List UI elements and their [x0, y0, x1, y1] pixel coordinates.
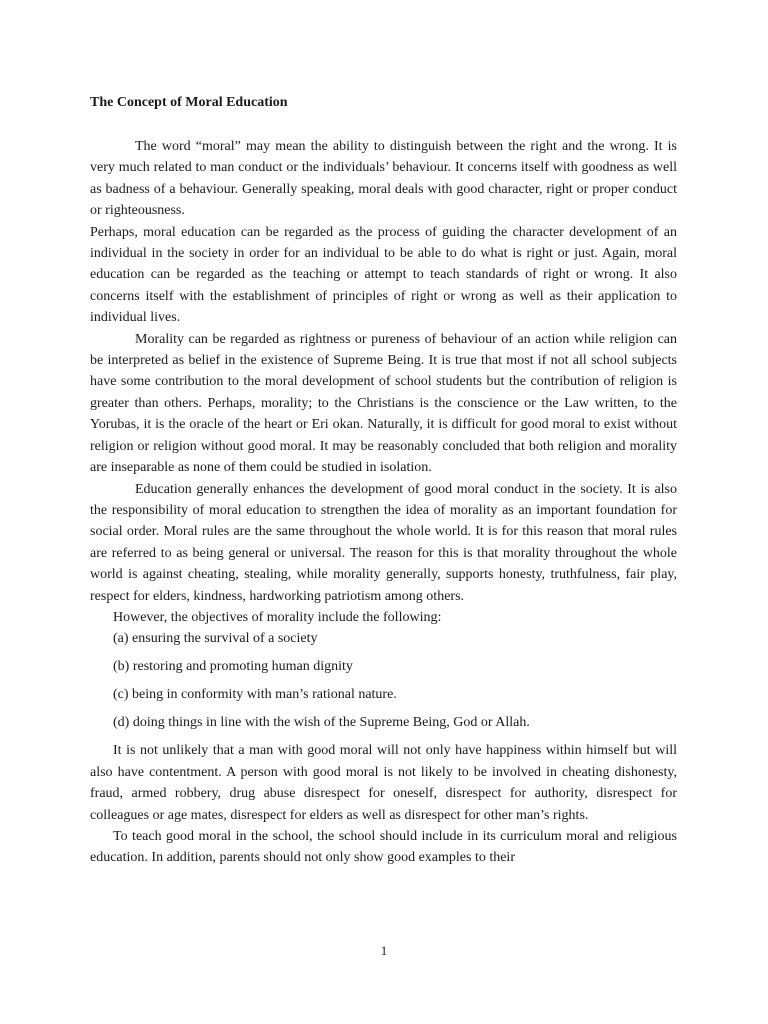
paragraph-morality-religion: Morality can be regarded as rightness or pureness of behaviour of an action while religion can be interpreted as belief in the existence of Supreme Being. It is true that most if not all school subjects have some contribution to the moral development of school students but the contribution of religion is greater than others. Perhaps, morality; to the Christians is the conscience or the Law written, to the Yorubas, it is the oracle of the heart or Eri okan. Naturally, it is difficult for good moral to exist without religion or religion without good moral. It may be reasonably concluded that both religion and morality are inseparable as none of them could be studied in isolation. — [90, 331, 677, 476]
objectives-list — [90, 628, 677, 733]
paragraph-moral-education: Perhaps, moral education can be regarded as the process of guiding the character development of an individual in the society in order for an individual to be able to do what is right or just. Again, moral education can be regarded as the teaching or attempt to teach standards of right or wrong. It also concerns itself with the establishment of principles of right or wrong as well as their application to individual lives. — [90, 224, 677, 326]
paragraph-education-enhances: Education generally enhances the development of good moral conduct in the society. It is also the responsibility of moral education to strengthen the idea of morality as an important foundation for social order. Moral rules are the same throughout the whole world. It is for this reason that moral rules are referred to as being general or universal. The reason for this is that morality throughout the whole world is against cheating, stealing, while morality generally, supports honesty, truthfulness, fair play, respect for elders, kindness, hardworking patriotism among others. — [90, 481, 677, 604]
list-item: (a) ensuring the survival of a society — [113, 631, 318, 647]
paragraph-good-moral-happiness: It is not unlikely that a man with good moral will not only have happiness within himself but will also have contentment. A person with good moral is not likely to be involved in cheating dishonesty, fraud, armed robbery, drug abuse disrespect for oneself, disrespect for authority, disrespect for colleagues or age mates, disrespect for elders as well as disrespect for other man’s rights. — [90, 743, 677, 823]
paragraph-moral-definition: The word “moral” may mean the ability to distinguish between the right and the wrong. It is very much related to man conduct or the individuals’ behaviour. It concerns itself with goodness as well as badness of a behaviour. Generally speaking, moral deals with good character, right or proper conduct or righteousness. — [90, 139, 677, 219]
paragraph-teach-good-moral: To teach good moral in the school, the school should include in its curriculum moral and religious education. In addition, parents should not only show good examples to their — [90, 828, 677, 866]
list-item: (d) doing things in line with the wish of the Supreme Being, God or Allah. — [113, 715, 530, 731]
list-item: (c) being in conformity with man’s rational nature. — [113, 687, 397, 703]
document-page — [90, 92, 677, 869]
objectives-intro: However, the objectives of morality include the following: — [113, 609, 442, 625]
document-title: The Concept of Moral Education — [90, 95, 288, 110]
page-number: 1 — [380, 943, 388, 958]
list-item: (b) restoring and promoting human dignity — [113, 659, 353, 675]
